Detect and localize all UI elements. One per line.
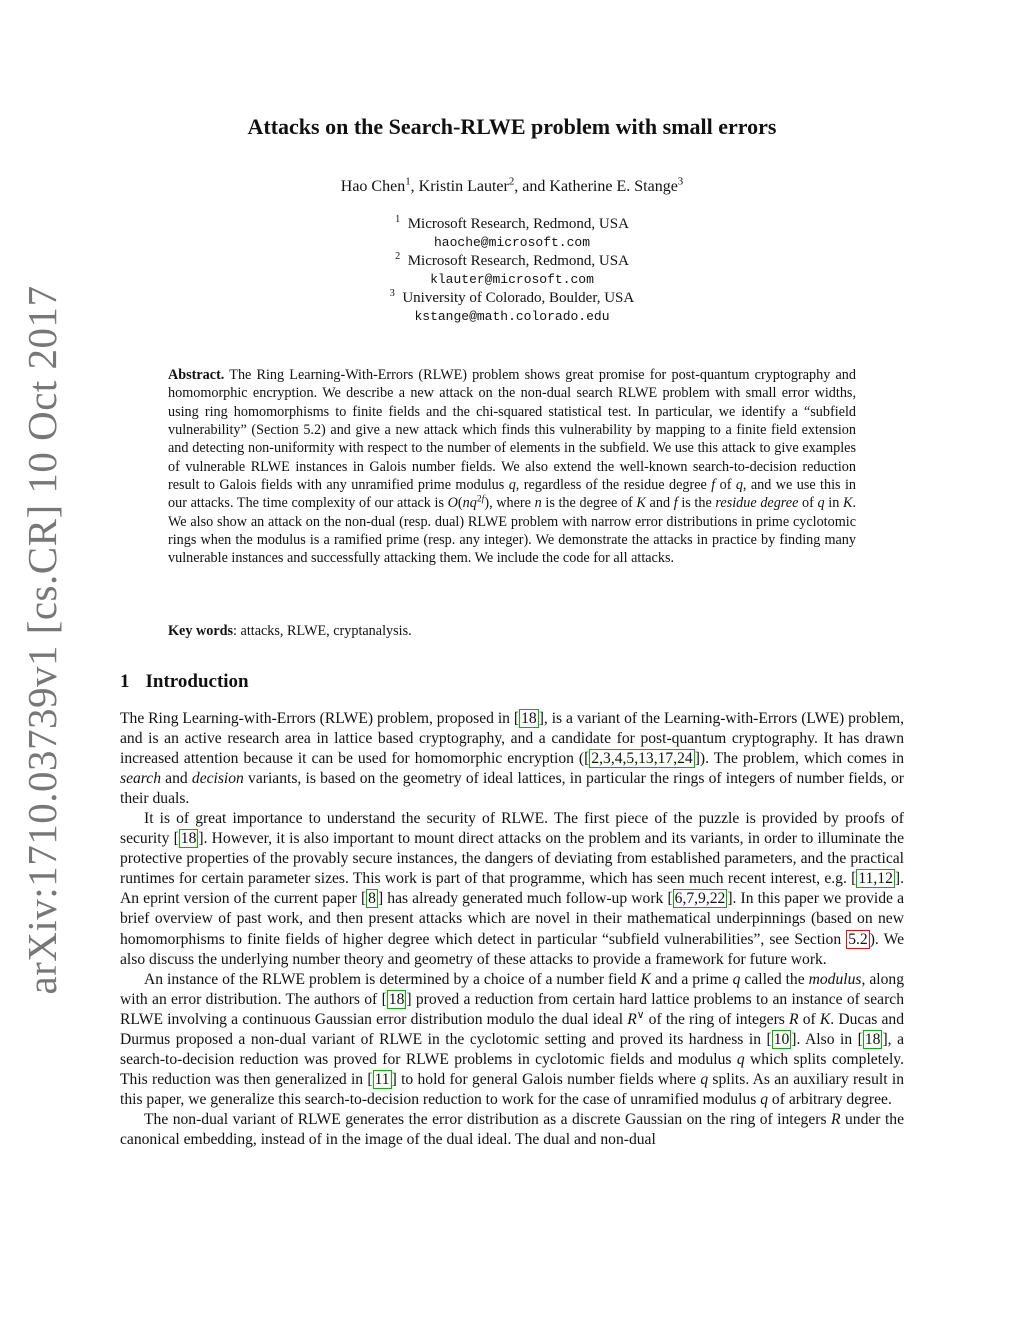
text-run: called the: [740, 970, 809, 988]
text-run: . However, it is also important to mount direct attacks on the problem and its variants, in order to illuminate the protective properties of the provably secure instances, the dangers of deviating from established parameters, and the practical runtimes for certain parameter sizes. This work is part of that programme, which has seen much recent interest, e.g.: [120, 830, 904, 888]
citation-link[interactable]: 8: [368, 890, 376, 908]
text-run: , is a variant of the Learning-with-Errors (LWE) problem, and is an active research area in lattice based cryptography, and a candidate for post-quantum cryptography. It has drawn increased attention because it can be used for homomorphic encryption (: [120, 710, 905, 768]
math-var: q: [736, 1050, 745, 1068]
affil-name: Microsoft Research, Redmond, USA: [407, 253, 629, 269]
section-number: 1: [120, 671, 130, 692]
citation-link[interactable]: 6,7,9,22: [674, 890, 726, 908]
citation-link[interactable]: 18: [388, 990, 405, 1008]
affil-name: Microsoft Research, Redmond, USA: [407, 216, 629, 232]
abstract-text: in: [824, 495, 843, 512]
affiliation-line: [0, 215, 1024, 234]
text-run: . Also in: [796, 1030, 858, 1048]
abstract-text: , where: [489, 495, 535, 512]
paragraph: It is of great importance to understand the security of RLWE. The first piece of the puzzle is provided by proofs of security [ 18 ]. However, it is also important to mount direct attacks on the problem and its variants, in order to illuminate the protective properties of the provably secure instances, the dangers of deviating from established parameters, and the practical runtimes for certain parameter sizes. This work is part of that programme, which has seen much recent interest, e.g. [ 11,12 ]. An eprint version of the current paper [ 8 ] has already generated much follow-up work [ 6,7,9,22 ]. In this paper we provide a brief overview of past work, and then present attacks which are novel in their mathematical underpinnings (based on new homomorphisms to finite fields of higher degree which detect in particular “subfield vulnerabilities”, see Section 5.2 ). We also discuss the underlying number theory and geometry of these attacks to provide a framework for future work.: [120, 810, 904, 968]
math-var: q: [508, 477, 516, 494]
abstract-text: of: [715, 477, 736, 494]
abstract-text: The Ring Learning-With-Errors (RLWE) problem shows great promise for post-quantum cryptography and homomorphic encryption. We describe a new attack on the non-dual search RLWE problem with small error widths, using ring homomorphisms to finite fields and the chi-squared statistical test. In particular, we identify a “subfield vulnerability” (Section 5.2) and give a new attack which finds this vulnerability by mapping to a finite field extension and detecting non-uniformity with respect to the number of elements in the subfield. We use this attack to give examples of vulnerable RLWE instances in Galois number fields. We also extend the well-known search-to-decision reduction result to Galois fields with any unramified prime modulus: [168, 367, 856, 494]
affiliation-block: [0, 215, 1024, 326]
math-var: f: [481, 493, 485, 505]
section-reference-link[interactable]: 5.2: [848, 930, 868, 948]
math-var: q: [760, 1090, 769, 1108]
text-run: of arbitrary degree.: [768, 1090, 892, 1108]
author-affil-number: 2: [508, 175, 515, 188]
keywords-label: Key words: [168, 623, 234, 639]
text-run: has already generated much follow-up work: [383, 890, 668, 908]
affil-email[interactable]: haoche@microsoft.com: [433, 234, 591, 250]
math-var: q: [700, 1070, 709, 1088]
abstract-text: and: [645, 495, 674, 512]
text-run: . An eprint version of the current paper: [120, 870, 904, 908]
emphasis: search: [120, 770, 161, 788]
paragraph: An instance of the RLWE problem is determined by a choice of a number field K and a prime q called the modulus, along with an error distribution. The authors of [ 18 ] proved a reduction from certain hard lattice problems to an instance of search RLWE involving a continuous Gaussian error distribution modulo the dual ideal R∨ of the ring of integers R of K. Ducas and Durmus proposed a non-dual variant of RLWE in the cyclotomic setting and proved its hardness in [ 10 ]. Also in [ 18 ], a search-to-decision reduction was proved for RLWE problems in cyclotomic fields and modulus q which splits completely. This reduction was then generalized in [ 11 ] to hold for general Galois number fields where q splits. As an auxiliary result in this paper, we generalize this search-to-decision reduction to work for the case of unramified modulus q of arbitrary degree.: [120, 970, 904, 1108]
math-symbol: ): [484, 495, 490, 512]
text-run: proved a reduction from certain hard lattice problems to an instance of search RLWE involving a continuous Gaussian error distribution modulo the dual ideal: [120, 990, 904, 1028]
math-var: q: [735, 477, 743, 494]
math-var: q: [732, 970, 741, 988]
math-var: K: [819, 1010, 831, 1028]
citation-link[interactable]: 18: [864, 1030, 881, 1048]
math-var: K: [640, 970, 651, 988]
abstract-text: is the degree of: [541, 495, 637, 512]
affil-email[interactable]: klauter@microsoft.com: [430, 271, 594, 287]
text-run: The Ring Learning-with-Errors (RLWE) problem, proposed in: [120, 710, 514, 727]
author-name: Kristin Lauter: [418, 178, 509, 195]
math-var: K: [842, 495, 853, 512]
text-run: . In this paper we provide a brief overview of past work, and then present attacks which are novel in their mathematical underpinnings (based on new homomorphisms to finite fields of higher degree which detect in particular “subfield vulnerabilities”, see Section: [120, 890, 904, 948]
text-run: ). The problem, which comes in: [699, 750, 904, 768]
abstract-text: , and we use this in our attacks. The time complexity of our attack is: [168, 477, 856, 512]
text-run: , along with an error distribution. The authors of: [120, 970, 904, 1008]
author-affil-number: 1: [405, 175, 411, 188]
math-symbol: (: [457, 495, 463, 512]
keywords: [168, 623, 856, 640]
math-var: n: [534, 495, 542, 512]
affiliation-line: [0, 289, 1024, 308]
abstract-text: , regardless of the residue degree: [515, 477, 712, 494]
emphasis: decision: [191, 770, 244, 788]
emphasis: modulus: [808, 970, 862, 988]
text-run: and: [161, 770, 192, 788]
body-text: [120, 709, 904, 1150]
text-run: It is of great importance to understand the security of RLWE. The first piece of the puzzle is provided by proofs of security: [120, 810, 904, 848]
text-run: ). We also discuss the underlying number theory and geometry of these attacks to provide a framework for future work.: [120, 930, 904, 968]
citation-link[interactable]: 18: [180, 830, 197, 848]
math-symbol: 2: [476, 493, 482, 505]
text-run: to hold for general Galois number fields where: [396, 1070, 701, 1088]
affil-name: University of Colorado, Boulder, USA: [402, 290, 635, 306]
abstract-text: is the: [677, 495, 716, 512]
math-var: K: [636, 495, 646, 512]
author-affil-number: 3: [677, 175, 684, 188]
math-symbol: ∨: [636, 1009, 645, 1021]
affiliation-line: [0, 252, 1024, 271]
math-var: q: [817, 495, 825, 512]
text-run: . Ducas and Durmus proposed a non-dual variant of RLWE in the cyclotomic setting and proved its hardness in: [120, 1010, 904, 1048]
math-var: R: [789, 1010, 799, 1028]
complexity-formula: [448, 495, 489, 511]
author-name: Katherine E. Stange: [549, 178, 678, 195]
text-run: of the ring of integers: [644, 1010, 790, 1028]
citation-link[interactable]: 18: [521, 710, 537, 727]
math-var: nq: [462, 495, 477, 512]
author-name: Hao Chen: [340, 178, 406, 195]
paragraph: [120, 1110, 904, 1150]
affil-number: 1: [395, 214, 401, 225]
abstract-label: Abstract.: [168, 367, 225, 383]
paper-title: Attacks on the Search-RLWE problem with small errors: [247, 114, 777, 139]
affil-number: 2: [395, 251, 401, 262]
text-run: of: [798, 1010, 820, 1028]
text-run: under the canonical embedding, instead of in the image of the dual ideal. The dual and non-dual: [120, 1110, 904, 1148]
math-var: R: [627, 1010, 637, 1028]
citation-link[interactable]: 11: [374, 1070, 390, 1088]
math-var: f: [711, 477, 716, 494]
text-run: An instance of the RLWE problem is determined by a choice of a number field: [144, 970, 641, 988]
citation-link[interactable]: 11,12: [858, 870, 893, 888]
author-list: Hao Chen$^1$, Kristin Lauter$^2$, and Katherine E. Stange$^3$: [340, 175, 684, 195]
keywords-text: : attacks, RLWE, cryptanalysis.: [233, 623, 412, 639]
text-run: and a prime: [650, 970, 733, 988]
text-run: variants, is based on the geometry of ideal lattices, in particular the rings of integers of number fields, or their duals.: [120, 770, 904, 808]
affil-number: 3: [389, 288, 395, 299]
arxiv-identifier: arXiv:1710.03739v1 [cs.CR] 10 Oct 2017: [19, 285, 65, 995]
math-var: f: [673, 495, 678, 512]
section-title: Introduction: [145, 671, 249, 692]
paragraph: The Ring Learning-with-Errors (RLWE) problem, proposed in [ 18 ], is a variant of the Learning-with-Errors (LWE) problem, and is an active research area in lattice based cryptography, and a candidate for post-quantum cryptography. It has drawn increased attention because it can be used for homomorphic encryption ([ 2,3,4,5,13,17,24 ]). The problem, which comes in search and decision variants, is based on the geometry of ideal lattices, in particular the rings of integers of number fields, or their duals.: [120, 710, 905, 808]
text-run: splits. As an auxiliary result in this paper, we generalize this search-to-decision reduction to work for the case of unramified modulus: [120, 1070, 904, 1108]
text-run: , a search-to-decision reduction was proved for RLWE problems in cyclotomic fields and modulus: [120, 1030, 904, 1068]
abstract: [168, 366, 856, 568]
emphasis: residue degree: [715, 495, 799, 512]
section-heading: [120, 671, 249, 693]
citation-link[interactable]: 2,3,4,5,13,17,24: [591, 750, 693, 768]
abstract-text: of: [798, 495, 818, 512]
citation-link[interactable]: 10: [773, 1030, 790, 1048]
math-var: R: [831, 1110, 841, 1128]
text-run: which splits completely. This reduction was then generalized in: [120, 1050, 904, 1088]
affil-email[interactable]: kstange@math.colorado.edu: [414, 308, 610, 324]
abstract-text: . We also show an attack on the non-dual (resp. dual) RLWE problem with narrow error distributions in prime cyclotomic rings when the modulus is a ramified prime (resp. any integer). We demonstrate the attacks in practice by finding many vulnerable instances and successfully attacking them. We include the code for all attacks.: [168, 495, 856, 567]
text-run: The non-dual variant of RLWE generates the error distribution as a discrete Gaussian on the ring of integers: [144, 1110, 831, 1128]
math-var: O: [447, 495, 458, 512]
